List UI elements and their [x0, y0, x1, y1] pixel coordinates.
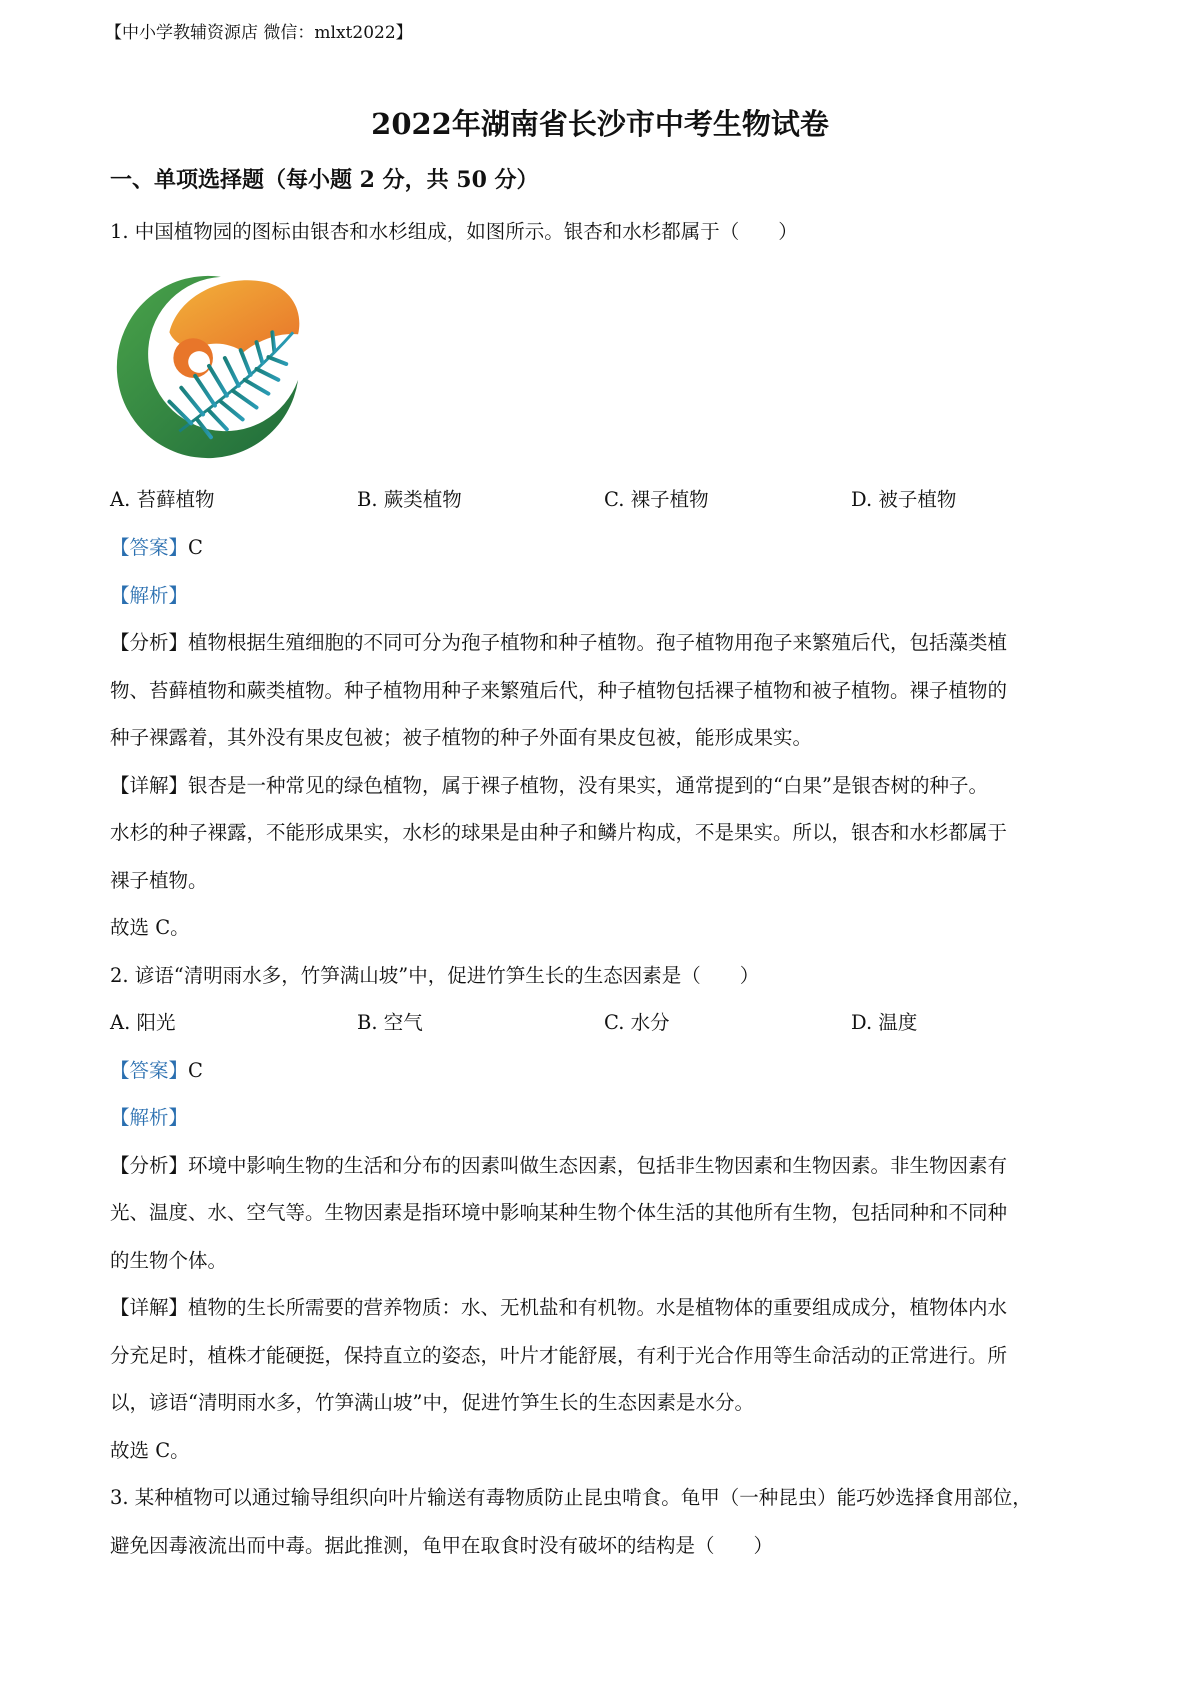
q1-option-b: B. 蕨类植物: [357, 488, 462, 511]
q1-analysis-line: 【分析】植物根据生殖细胞的不同可分为孢子植物和种子植物。孢子植物用孢子来繁殖后代，包括藻类植: [110, 631, 1008, 654]
q1-conclusion: 故选 C。: [110, 916, 190, 939]
q3-stem-line: 避免因毒液流出而中毒。据此推测，龟甲在取食时没有破坏的结构是（ ）: [110, 1534, 774, 1557]
q2-detail-line: 以，谚语“清明雨水多，竹笋满山坡”中，促进竹笋生长的生态因素是水分。: [110, 1391, 754, 1414]
q2-option-d: D. 温度: [851, 1011, 918, 1034]
q2-answer: [110, 1055, 203, 1083]
q2-stem: 2. 谚语“清明雨水多，竹笋满山坡”中，促进竹笋生长的生态因素是（ ）: [110, 964, 760, 987]
q1-option-a: A. 苔藓植物: [110, 488, 215, 511]
answer-tag: 【答案】: [110, 536, 189, 559]
q1-option-d: D. 被子植物: [851, 488, 957, 511]
q1-detail-line: 【详解】银杏是一种常见的绿色植物，属于裸子植物，没有果实，通常提到的“白果”是银杏树的种子。: [110, 774, 988, 797]
q2-detail-line: 【详解】植物的生长所需要的营养物质：水、无机盐和有机物。水是植物体的重要组成成分，植物体内水: [110, 1296, 1008, 1319]
q2-option-b: B. 空气: [357, 1011, 423, 1034]
watermark-text: 【中小学教辅资源店 微信：mlxt2022】: [105, 23, 413, 43]
answer-value: C: [188, 536, 203, 559]
answer-value: C: [188, 1059, 203, 1082]
q2-detail-line: 分充足时，植株才能硬挺，保持直立的姿态，叶片才能舒展，有利于光合作用等生命活动的正常进行。所: [110, 1344, 1008, 1367]
q1-stem: 1. 中国植物园的图标由银杏和水杉组成，如图所示。银杏和水杉都属于（ ）: [110, 220, 798, 243]
q1-answer: [110, 532, 203, 560]
q1-detail-line: 裸子植物。: [110, 869, 208, 892]
q2-analysis-line: 光、温度、水、空气等。生物因素是指环境中影响某种生物个体生活的其他所有生物，包括同种和不同种: [110, 1201, 1008, 1224]
q2-analysis-line: 的生物个体。: [110, 1249, 228, 1272]
q1-analysis-line: 种子裸露着，其外没有果皮包被；被子植物的种子外面有果皮包被，能形成果实。: [110, 726, 813, 749]
q1-option-c: C. 裸子植物: [604, 488, 709, 511]
q3-stem-line: 3. 某种植物可以通过输导组织向叶片输送有毒物质防止昆虫啃食。龟甲（一种昆虫）能巧妙选择食用部位，: [110, 1486, 1032, 1509]
answer-tag: 【答案】: [110, 1059, 189, 1082]
page-title: 2022年湖南省长沙市中考生物试卷: [371, 107, 829, 141]
section-heading: 一、单项选择题（每小题 2 分，共 50 分）: [110, 167, 539, 193]
q1-analysis-line: 物、苔藓植物和蕨类植物。种子植物用种子来繁殖后代，种子植物包括裸子植物和被子植物。裸子植物的: [110, 679, 1008, 702]
q2-analysis-tag: 【解析】: [110, 1106, 189, 1129]
q2-conclusion: 故选 C。: [110, 1439, 190, 1462]
botanical-garden-logo-image: [110, 263, 308, 461]
q2-option-c: C. 水分: [604, 1011, 670, 1034]
q1-detail-line: 水杉的种子裸露，不能形成果实，水杉的球果是由种子和鳞片构成，不是果实。所以，银杏和水杉都属于: [110, 821, 1008, 844]
q2-analysis-line: 【分析】环境中影响生物的生活和分布的因素叫做生态因素，包括非生物因素和生物因素。非生物因素有: [110, 1154, 1008, 1177]
q1-analysis-tag: 【解析】: [110, 584, 189, 607]
q2-option-a: A. 阳光: [110, 1011, 176, 1034]
